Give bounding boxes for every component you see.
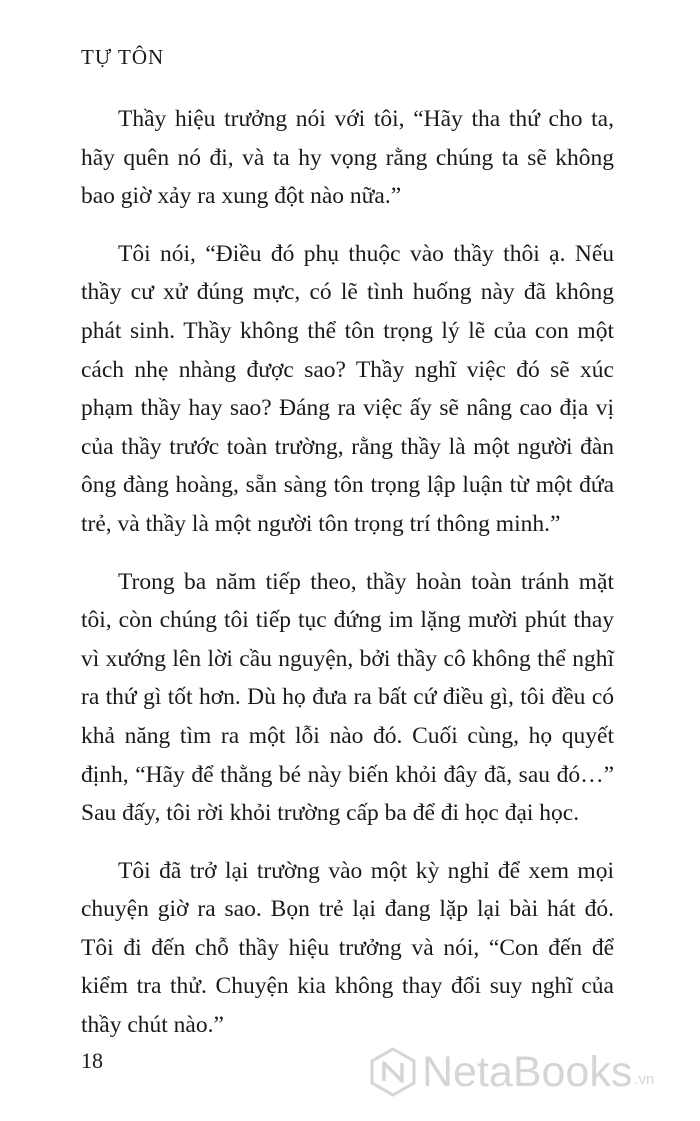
watermark-tld: .vn xyxy=(634,1070,655,1088)
watermark-brand: NetaBooks xyxy=(422,1047,633,1096)
paragraph: Tôi nói, “Điều đó phụ thuộc vào thầy thôi ạ. Nếu thầy cư xử đúng mực, có lẽ tình huống này đã không phát sinh. Thầy không thể tôn trọng lý lẽ của con một cách nhẹ nhàng được sao? Thầy nghĩ việc đó sẽ xúc phạm thầy hay sao? Đáng ra việc ấy sẽ nâng cao địa vị của thầy trước toàn trường, rằng thầy là một người đàn ông đàng hoàng, sẵn sàng tôn trọng lập luận từ một đứa trẻ, và thầy là một người tôn trọng trí thông minh.” xyxy=(81,240,614,537)
body-text xyxy=(81,100,614,1064)
watermark xyxy=(370,1047,654,1097)
page-number: 18 xyxy=(81,1048,103,1073)
running-head-title: TỰ TÔN xyxy=(81,45,165,69)
paragraph: Thầy hiệu trưởng nói với tôi, “Hãy tha thứ cho ta, hãy quên nó đi, và ta hy vọng rằng chúng ta sẽ không bao giờ xảy ra xung đột nào nữa.” xyxy=(81,106,614,210)
paragraph: Tôi đã trở lại trường vào một kỳ nghỉ để xem mọi chuyện giờ ra sao. Bọn trẻ lại đang lặp lại bài hát đó. Tôi đi đến chỗ thầy hiệu trưởng và nói, “Con đến để kiểm tra thử. Chuyện kia không thay đổi suy nghĩ của thầy chút nào.” xyxy=(81,857,614,1039)
paragraph: Trong ba năm tiếp theo, thầy hoàn toàn tránh mặt tôi, còn chúng tôi tiếp tục đứng im lặng mười phút thay vì xướng lên lời cầu nguyện, bởi thầy cô không thể nghĩ ra thứ gì tốt hơn. Dù họ đưa ra bất cứ điều gì, tôi đều có khả năng tìm ra một lỗi nào đó. Cuối cùng, họ quyết định, “Hãy để thằng bé này biến khỏi đây đã, sau đó…” Sau đấy, tôi rời khỏi trường cấp ba để đi học đại học. xyxy=(81,568,614,827)
netabooks-logo-icon xyxy=(370,1047,416,1097)
